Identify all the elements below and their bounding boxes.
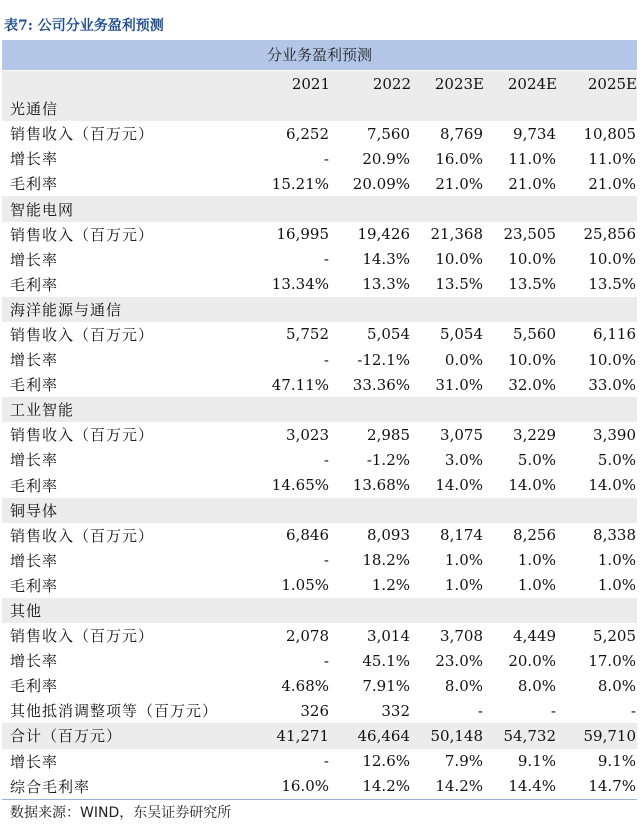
table-cell [557,598,637,623]
table-cell [557,297,637,322]
table-cell [484,397,557,422]
table-cell: 23.0% [435,651,483,670]
table-cell [252,96,330,121]
row-label: 海洋能源与通信 [2,297,252,322]
table-cell: 8.0% [597,676,636,695]
row-label: 铜导体 [2,498,252,523]
row-label: 综合毛利率 [10,777,91,796]
row-label: 销售收入（百万元） [10,225,155,244]
table-cell: 6,116 [593,325,636,344]
table-cell: 8,338 [593,526,636,545]
row-label: 毛利率 [10,175,59,194]
table-cell: 17.0% [588,651,636,670]
table-cell: 7.91% [362,676,410,695]
row-label: 销售收入（百万元） [10,526,155,545]
table-cell: -1.2% [366,450,410,469]
table-row [2,473,637,498]
table-cell [557,498,637,523]
row-label: 智能电网 [2,196,252,221]
table-cell: 20.0% [508,651,556,670]
row-label: 增长率 [10,351,59,370]
year-header-row [2,71,637,96]
table-cell: 0.0% [444,350,483,369]
row-label: 增长率 [10,752,59,771]
table-bottom-rule [2,799,637,800]
row-label: 其他抵消调整项等（百万元） [10,702,219,721]
table-cell: 1.05% [281,576,329,595]
table-cell: 46,464 [330,723,411,748]
table-cell: 14.0% [588,476,636,495]
table-cell: 8,256 [513,526,556,545]
table-cell [252,397,330,422]
table-cell: 13.3% [362,275,410,294]
table-cell: 14.0% [508,476,556,495]
table-cell: 54,732 [484,723,557,748]
row-label: 销售收入（百万元） [10,426,155,445]
table-cell [484,598,557,623]
table-row [2,146,637,171]
table-cell: 33.0% [588,375,636,394]
table-cell: 326 [300,701,329,720]
table-cell: 13.34% [271,275,329,294]
row-label: 增长率 [10,250,59,269]
table-row [2,648,637,673]
table-cell [330,397,411,422]
table-cell: 1.0% [517,576,556,595]
table-row [2,673,637,698]
table-row [2,573,637,598]
table-cell [252,297,330,322]
table-cell: 9.1% [517,752,556,771]
header-blank [2,71,252,96]
table-row [2,623,637,648]
section-row [2,397,637,422]
table-cell: 10.0% [588,350,636,369]
table-cell: 3,023 [286,425,329,444]
table-cell: 8,769 [440,124,483,143]
table-cell [484,498,557,523]
table-cell [411,196,484,221]
table-cell: - [323,350,329,369]
row-label: 增长率 [10,451,59,470]
table-cell: 25,856 [583,225,636,244]
table-cell: - [630,701,636,720]
year-header: 2023E [411,71,484,96]
table-cell: 5,054 [367,325,410,344]
table-cell: 3,075 [440,425,483,444]
section-row [2,598,637,623]
table-cell: 4,449 [513,626,556,645]
table-cell: 21,368 [430,225,483,244]
table-cell: 13.5% [508,275,556,294]
table-cell: 21.0% [588,174,636,193]
table-row [2,774,637,799]
table-row [2,247,637,272]
table-cell [411,397,484,422]
table-cell: 13.5% [588,275,636,294]
table-cell: 14.4% [508,777,556,796]
table-body [2,96,637,799]
table-cell: 3,390 [593,425,636,444]
table-row [2,222,637,247]
table-cell [411,96,484,121]
table-cell [411,498,484,523]
year-header: 2021 [252,71,330,96]
section-row [2,196,637,221]
table-cell: 1.2% [371,576,410,595]
table-cell: 16.0% [281,777,329,796]
table-row [2,171,637,196]
table-cell: 5,560 [513,325,556,344]
table-cell: 10.0% [435,250,483,269]
table-row [2,548,637,573]
table-cell: 5,752 [286,325,329,344]
table-cell: - [323,551,329,570]
year-header: 2025E [557,71,637,96]
year-header: 2022 [330,71,411,96]
table-cell [330,598,411,623]
table-cell: 21.0% [435,174,483,193]
table-row [2,121,637,146]
table-cell: 6,252 [286,124,329,143]
source-note: 数据来源：WIND，东吴证券研究所 [10,805,232,821]
table-row [2,698,637,723]
row-label: 增长率 [10,551,59,570]
table-row [2,447,637,472]
table-cell: 1.0% [517,551,556,570]
row-label: 毛利率 [10,677,59,696]
table-row [2,523,637,548]
table-cell: 3,014 [367,626,410,645]
table-cell: 1.0% [444,551,483,570]
table-cell: - [477,701,483,720]
table-row [2,749,637,774]
table-cell [484,297,557,322]
table-cell [252,196,330,221]
table-cell: 6,846 [286,526,329,545]
table-cell [252,498,330,523]
table-cell: 47.11% [271,375,329,394]
row-label: 增长率 [10,150,59,169]
table-cell: -12.1% [357,350,410,369]
table-cell: 7,560 [367,124,410,143]
table-row [2,347,637,372]
table-cell: - [323,651,329,670]
row-label: 毛利率 [10,476,59,495]
table-cell [411,598,484,623]
table-cell: 12.6% [362,752,410,771]
table-cell: - [323,149,329,168]
table-cell [557,397,637,422]
table-cell: 45.1% [362,651,410,670]
row-label: 销售收入（百万元） [10,627,155,646]
table-cell [411,297,484,322]
table-cell: 14.65% [271,476,329,495]
table-cell: 5.0% [517,450,556,469]
table-cell [330,196,411,221]
caption-label: 表7: [4,18,33,34]
table-cell: 7.9% [444,752,483,771]
table-cell: - [323,752,329,771]
table-cell: 10,805 [583,124,636,143]
row-label: 毛利率 [10,376,59,395]
table-cell: 32.0% [508,375,556,394]
row-label: 增长率 [10,652,59,671]
table-cell [330,297,411,322]
table-cell: 19,426 [357,225,410,244]
table-cell: 15.21% [271,174,329,193]
table-cell: 5,054 [440,325,483,344]
row-label: 工业智能 [2,397,252,422]
table-cell [557,196,637,221]
table-cell: 14.2% [435,777,483,796]
section-row [2,723,637,748]
table-cell: 50,148 [411,723,484,748]
table-cell: 1.0% [597,576,636,595]
table-cell: 8.0% [517,676,556,695]
table-cell: 13.68% [352,476,410,495]
table-cell: 14.3% [362,250,410,269]
table-cell: 31.0% [435,375,483,394]
table-cell: 18.2% [362,551,410,570]
row-label: 销售收入（百万元） [10,325,155,344]
row-label: 合计（百万元） [2,723,252,748]
table-cell: 9.1% [597,752,636,771]
row-label: 销售收入（百万元） [10,125,155,144]
table-cell: 23,505 [503,225,556,244]
table-cell: 16.0% [435,149,483,168]
section-row [2,498,637,523]
table-title: 分业务盈利预测 [2,40,637,70]
table-cell [330,96,411,121]
table-cell: 3.0% [444,450,483,469]
table-cell: 33.36% [352,375,410,394]
table-cell: 14.0% [435,476,483,495]
table-cell: 3,229 [513,425,556,444]
table-cell: 20.9% [362,149,410,168]
table-cell: 8,093 [367,526,410,545]
table-cell: 8.0% [444,676,483,695]
table-cell: 1.0% [444,576,483,595]
table-cell: 9,734 [513,124,556,143]
table-cell: - [323,250,329,269]
table-cell: 5.0% [597,450,636,469]
row-label: 光通信 [2,96,252,121]
table-cell: 10.0% [508,350,556,369]
caption-title: 公司分业务盈利预测 [37,18,164,34]
year-header: 2024E [484,71,557,96]
table-cell: 11.0% [508,149,556,168]
table-row [2,422,637,447]
row-label: 毛利率 [10,275,59,294]
table-cell [252,598,330,623]
table-cell [484,96,557,121]
section-row [2,297,637,322]
row-label: 其他 [2,598,252,623]
row-label: 毛利率 [10,576,59,595]
table-caption [4,15,164,35]
table-cell: 332 [381,701,410,720]
table-cell [330,498,411,523]
table-cell: 41,271 [252,723,330,748]
table-cell: 20.09% [352,174,410,193]
table-cell: 59,710 [557,723,637,748]
table-row [2,372,637,397]
table-cell: 10.0% [588,250,636,269]
forecast-table [2,71,637,799]
table-cell: 21.0% [508,174,556,193]
table-cell: - [550,701,556,720]
table-cell: 13.5% [435,275,483,294]
table-cell: 4.68% [281,676,329,695]
table-cell: 3,708 [440,626,483,645]
table-cell: 10.0% [508,250,556,269]
table-cell: 16,995 [276,225,329,244]
table-cell: - [323,450,329,469]
table-row [2,272,637,297]
table-cell: 8,174 [440,526,483,545]
table-cell: 2,985 [367,425,410,444]
table-cell: 1.0% [597,551,636,570]
table-cell [557,96,637,121]
section-row [2,96,637,121]
table-cell: 5,205 [593,626,636,645]
table-cell: 2,078 [286,626,329,645]
table-cell [484,196,557,221]
table-cell: 14.2% [362,777,410,796]
table-cell: 14.7% [588,777,636,796]
table-cell: 11.0% [588,149,636,168]
table-row [2,322,637,347]
